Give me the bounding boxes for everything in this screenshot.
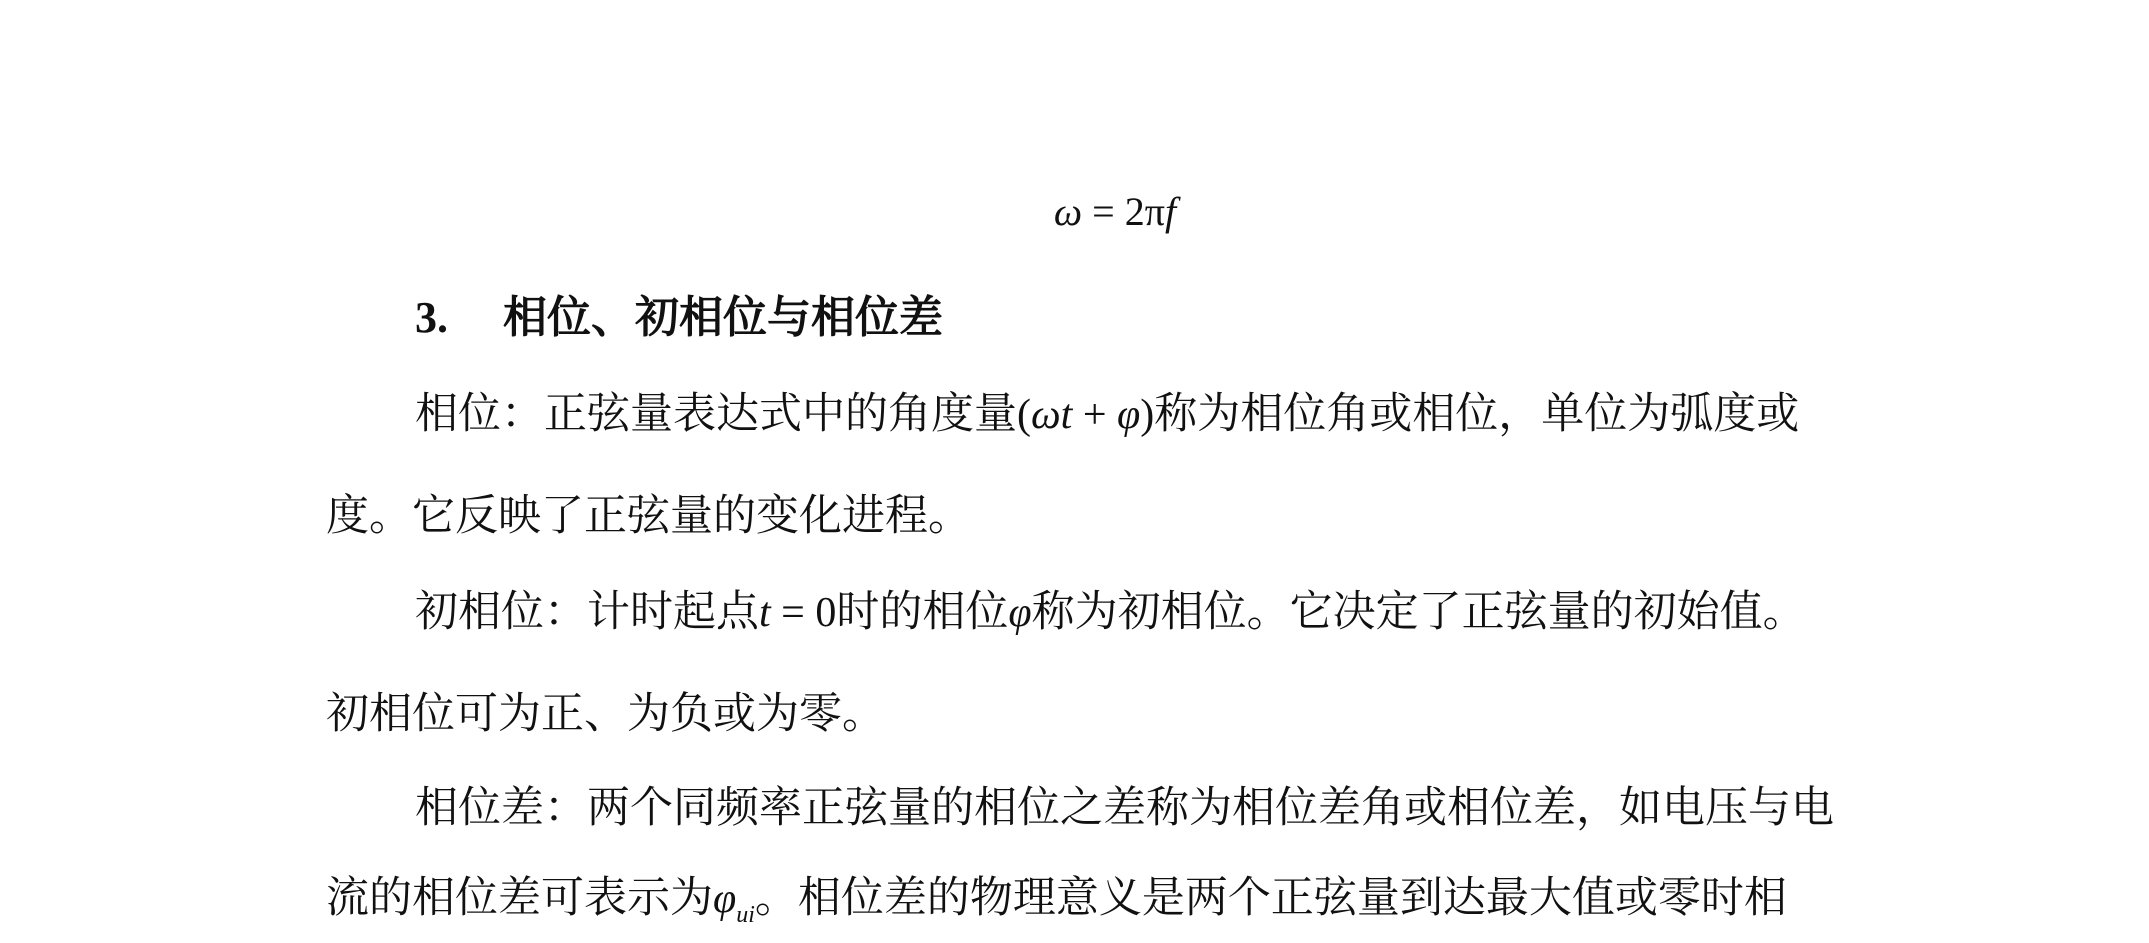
phase-diff-paragraph-line-1: 相位差：两个同频率正弦量的相位之差称为相位差角或相位差，如电压与电 <box>415 783 1834 833</box>
section-number: 3. <box>415 293 448 342</box>
frequency-symbol: f <box>1164 189 1177 234</box>
phi-symbol: φ <box>1008 590 1032 636</box>
paren-open: ( <box>1017 392 1031 438</box>
t-symbol: t <box>759 590 771 636</box>
phase-paragraph-line-2: 度。它反映了正弦量的变化进程。 <box>326 491 971 541</box>
initial-phase-paragraph-line-1 <box>415 584 1806 641</box>
initial-text-mid: 时的相位 <box>836 587 1009 637</box>
phi-symbol: φ <box>713 876 737 922</box>
phi-symbol: φ <box>1117 392 1141 438</box>
section-heading <box>415 290 943 346</box>
phi-ui-symbol <box>713 876 755 928</box>
phase-text-pre: 相位：正弦量表达式中的角度量 <box>415 389 1017 439</box>
phase-expression <box>1017 392 1154 438</box>
paren-close: ) <box>1140 392 1155 438</box>
initial-text-pre: 初相位：计时起点 <box>415 587 759 637</box>
initial-text-post: 称为初相位。它决定了正弦量的初始值。 <box>1031 587 1806 637</box>
phase-text-post: 称为相位角或相位，单位为弧度或 <box>1154 389 1800 439</box>
phase-diff-paragraph-line-2 <box>326 870 1787 943</box>
plus-sign: + <box>1072 392 1118 438</box>
phase-paragraph-line-1 <box>415 386 1799 443</box>
omega-symbol: ω <box>1053 189 1083 234</box>
equals-zero: = 0 <box>770 590 837 636</box>
phi-subscript: ui <box>736 902 755 928</box>
equation-operator: = 2π <box>1082 189 1165 234</box>
diff-text-pre: 流的相位差可表示为 <box>326 873 713 923</box>
omega-t: ωt <box>1031 392 1073 438</box>
equation-angular-frequency <box>0 186 2149 238</box>
initial-phase-paragraph-line-2: 初相位可为正、为负或为零。 <box>326 689 885 739</box>
diff-text-post: 。相位差的物理意义是两个正弦量到达最大值或零时相 <box>754 873 1787 923</box>
section-title: 相位、初相位与相位差 <box>503 292 943 343</box>
